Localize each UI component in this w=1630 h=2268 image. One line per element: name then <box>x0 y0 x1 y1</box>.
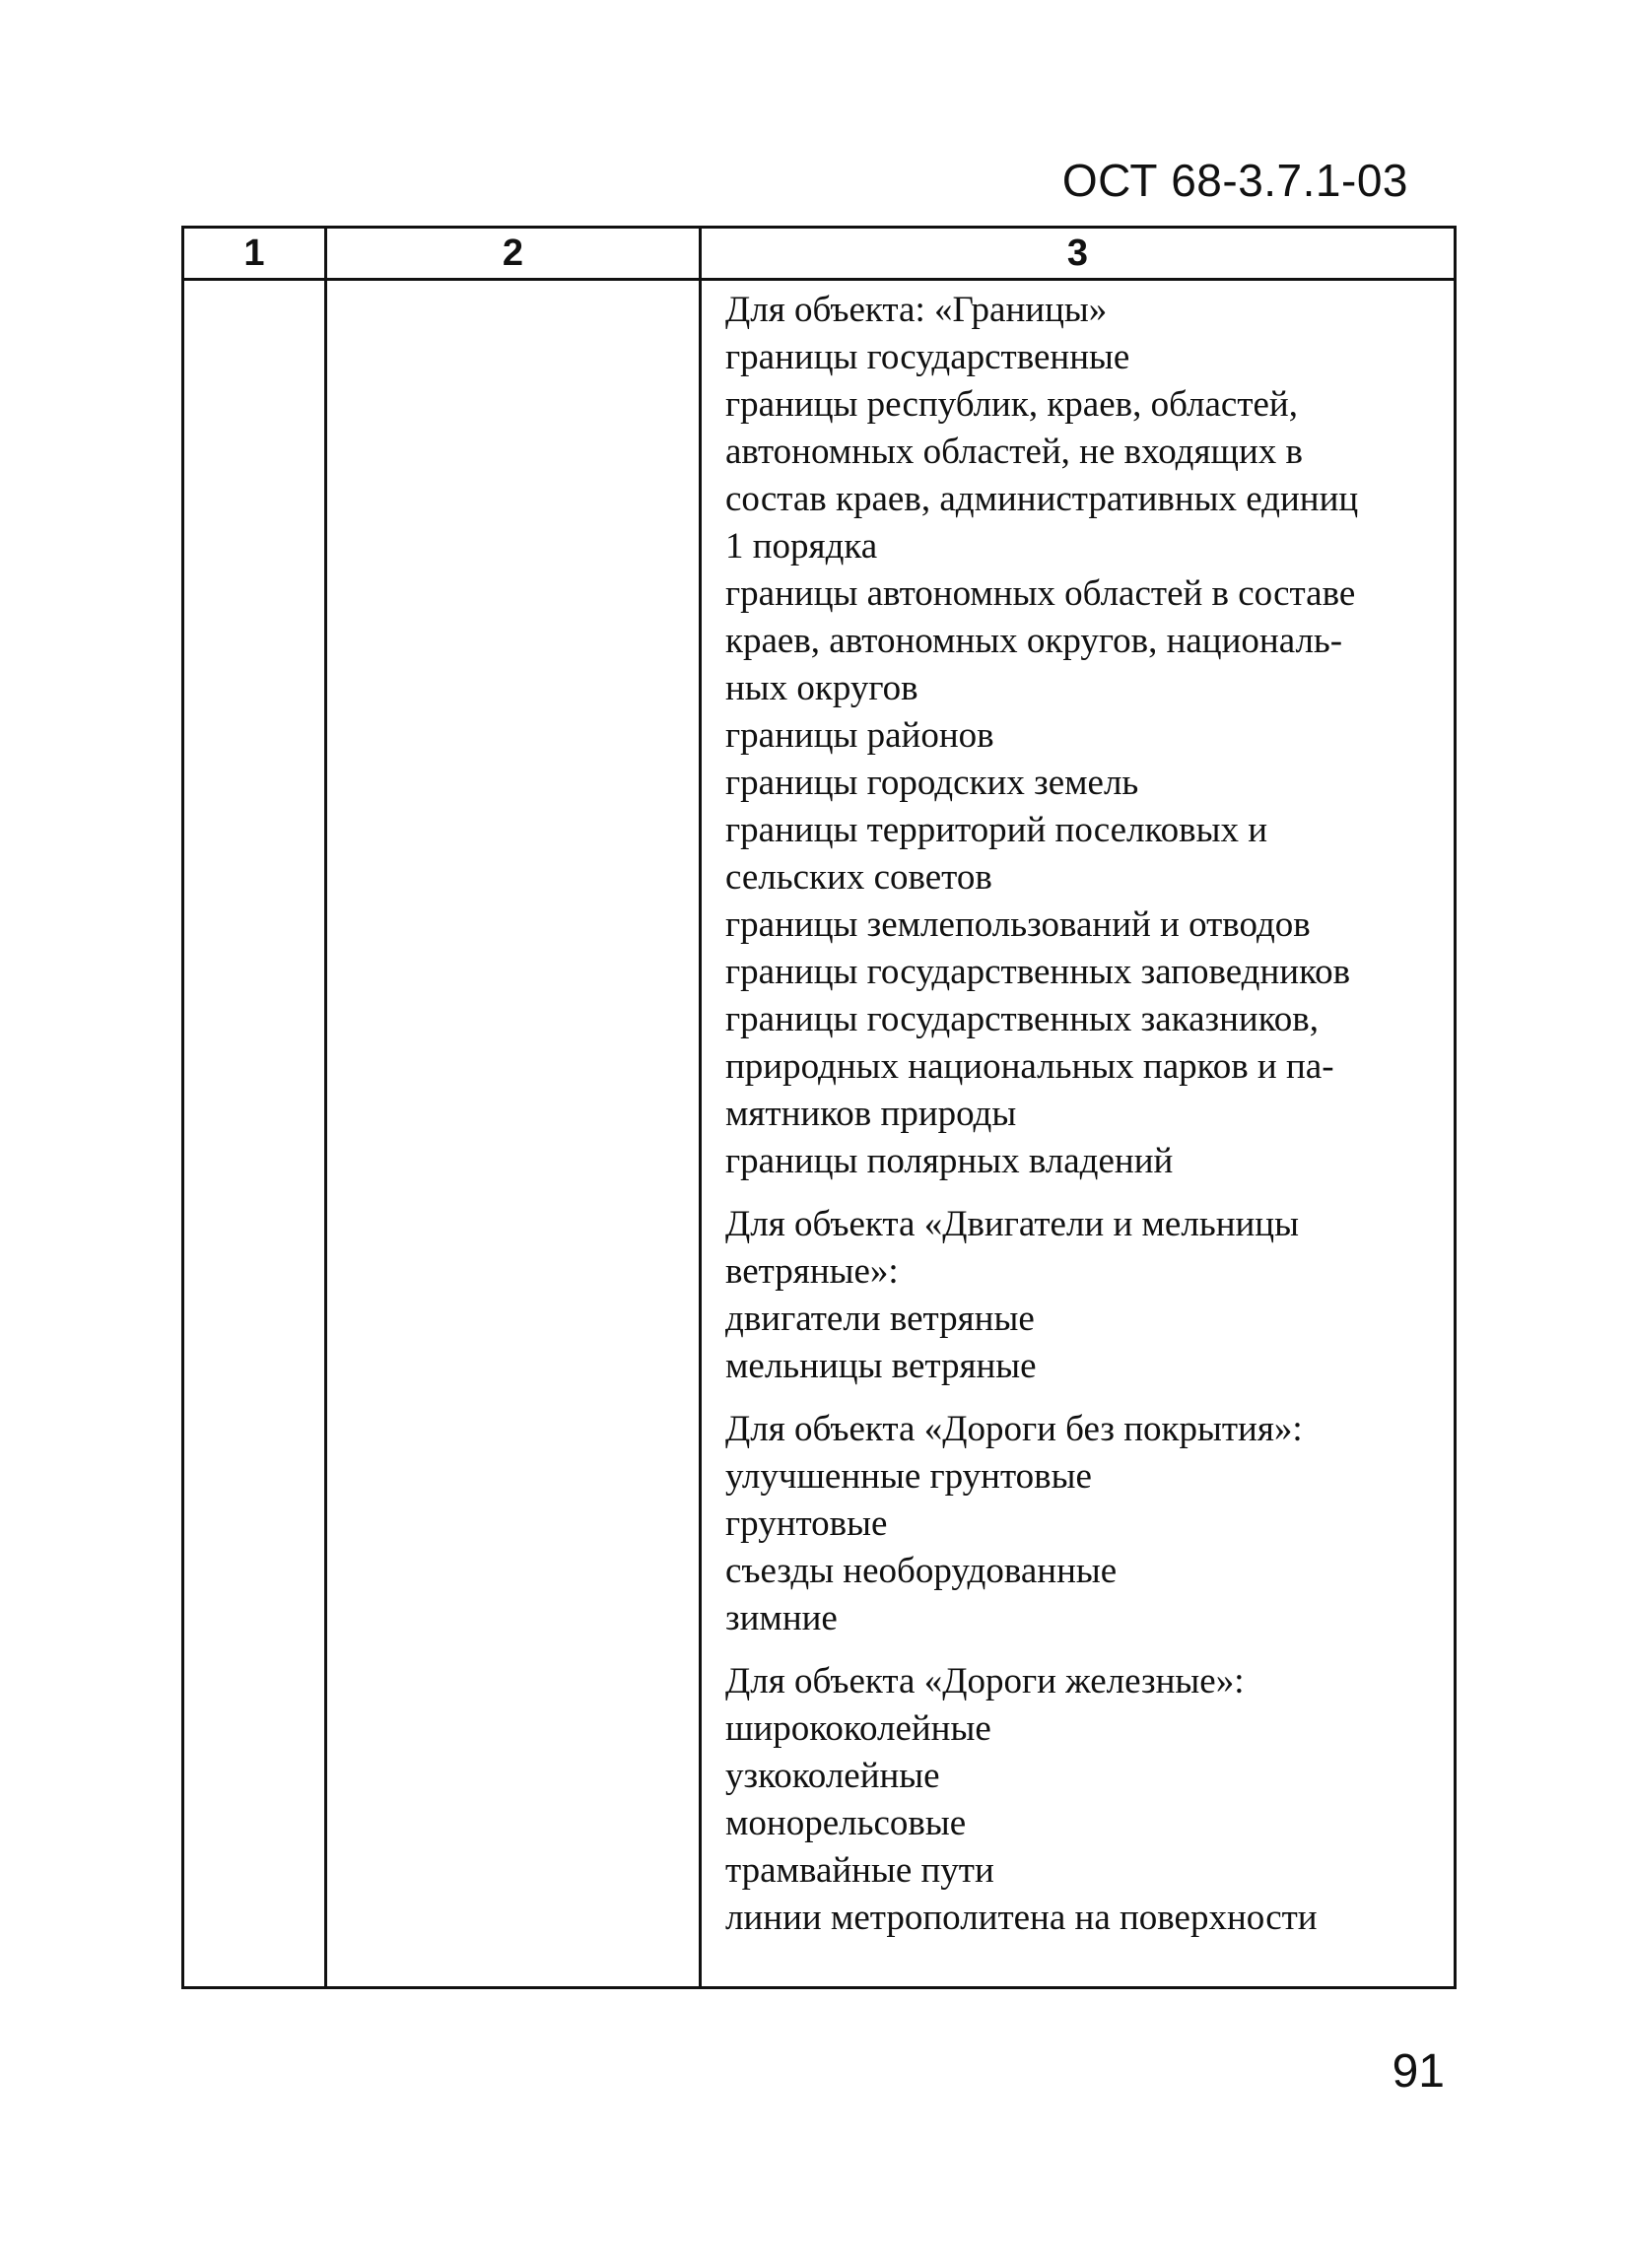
object-group <box>725 287 1434 1185</box>
group-line: узкоколейные <box>725 1756 940 1796</box>
group-line: границы территорий поселковых и <box>725 810 1267 850</box>
group-line: краев, автономных округов, националь- <box>725 621 1343 661</box>
group-line: монорельсовые <box>725 1803 967 1843</box>
group-line: сельских советов <box>725 857 992 898</box>
group-line: границы землепользований и отводов <box>725 904 1311 945</box>
document-code: ОСТ 68-3.7.1-03 <box>1061 155 1408 206</box>
group-line: границы государственных заповедников <box>725 952 1351 992</box>
group-title: Для объекта: «Границы» <box>725 290 1108 330</box>
group-line: грунтовые <box>725 1503 888 1544</box>
cell-column-2 <box>326 280 701 1988</box>
group-line: улучшенные грунтовые <box>725 1456 1092 1497</box>
group-line: зимние <box>725 1598 838 1638</box>
group-line: границы районов <box>725 715 994 756</box>
object-group <box>725 1658 1434 1942</box>
group-line: границы полярных владений <box>725 1141 1174 1181</box>
group-line: ных округов <box>725 668 918 708</box>
column-header-2: 2 <box>326 228 701 280</box>
table-header-row <box>183 228 1456 280</box>
group-line: границы государственные <box>725 337 1130 377</box>
group-line: границы автономных областей в составе <box>725 573 1356 614</box>
table-row <box>183 280 1456 1988</box>
group-line: трамвайные пути <box>725 1850 994 1891</box>
group-line: ширококолейные <box>725 1708 991 1749</box>
cell-column-1 <box>183 280 326 1988</box>
group-line: мятников природы <box>725 1094 1017 1134</box>
group-title: Для объекта «Двигатели и мельницы <box>725 1204 1299 1244</box>
group-line: границы государственных заказников, <box>725 999 1320 1039</box>
object-group <box>725 1406 1434 1642</box>
group-line: съезды необорудованные <box>725 1551 1118 1591</box>
column-header-1: 1 <box>183 228 326 280</box>
object-group <box>725 1201 1434 1390</box>
group-line: границы городских земель <box>725 763 1139 803</box>
group-line: автономных областей, не входящих в <box>725 432 1304 472</box>
column-header-3: 3 <box>701 228 1456 280</box>
group-line: 1 порядка <box>725 526 878 567</box>
group-title: Для объекта «Дороги железные»: <box>725 1661 1245 1701</box>
group-line: границы республик, краев, областей, <box>725 384 1298 425</box>
group-line: двигатели ветряные <box>725 1299 1035 1339</box>
group-line: мельницы ветряные <box>725 1346 1037 1386</box>
page-number: 91 <box>1392 2045 1445 2098</box>
classification-table <box>181 226 1457 1989</box>
group-line: ветряные»: <box>725 1251 899 1292</box>
group-line: состав краев, административных единиц <box>725 479 1359 519</box>
group-line: линии метрополитена на поверхности <box>725 1898 1318 1938</box>
object-groups <box>725 287 1434 1942</box>
group-line: природных национальных парков и па- <box>725 1046 1334 1087</box>
group-title: Для объекта «Дороги без покрытия»: <box>725 1409 1303 1449</box>
cell-column-3 <box>701 280 1456 1988</box>
